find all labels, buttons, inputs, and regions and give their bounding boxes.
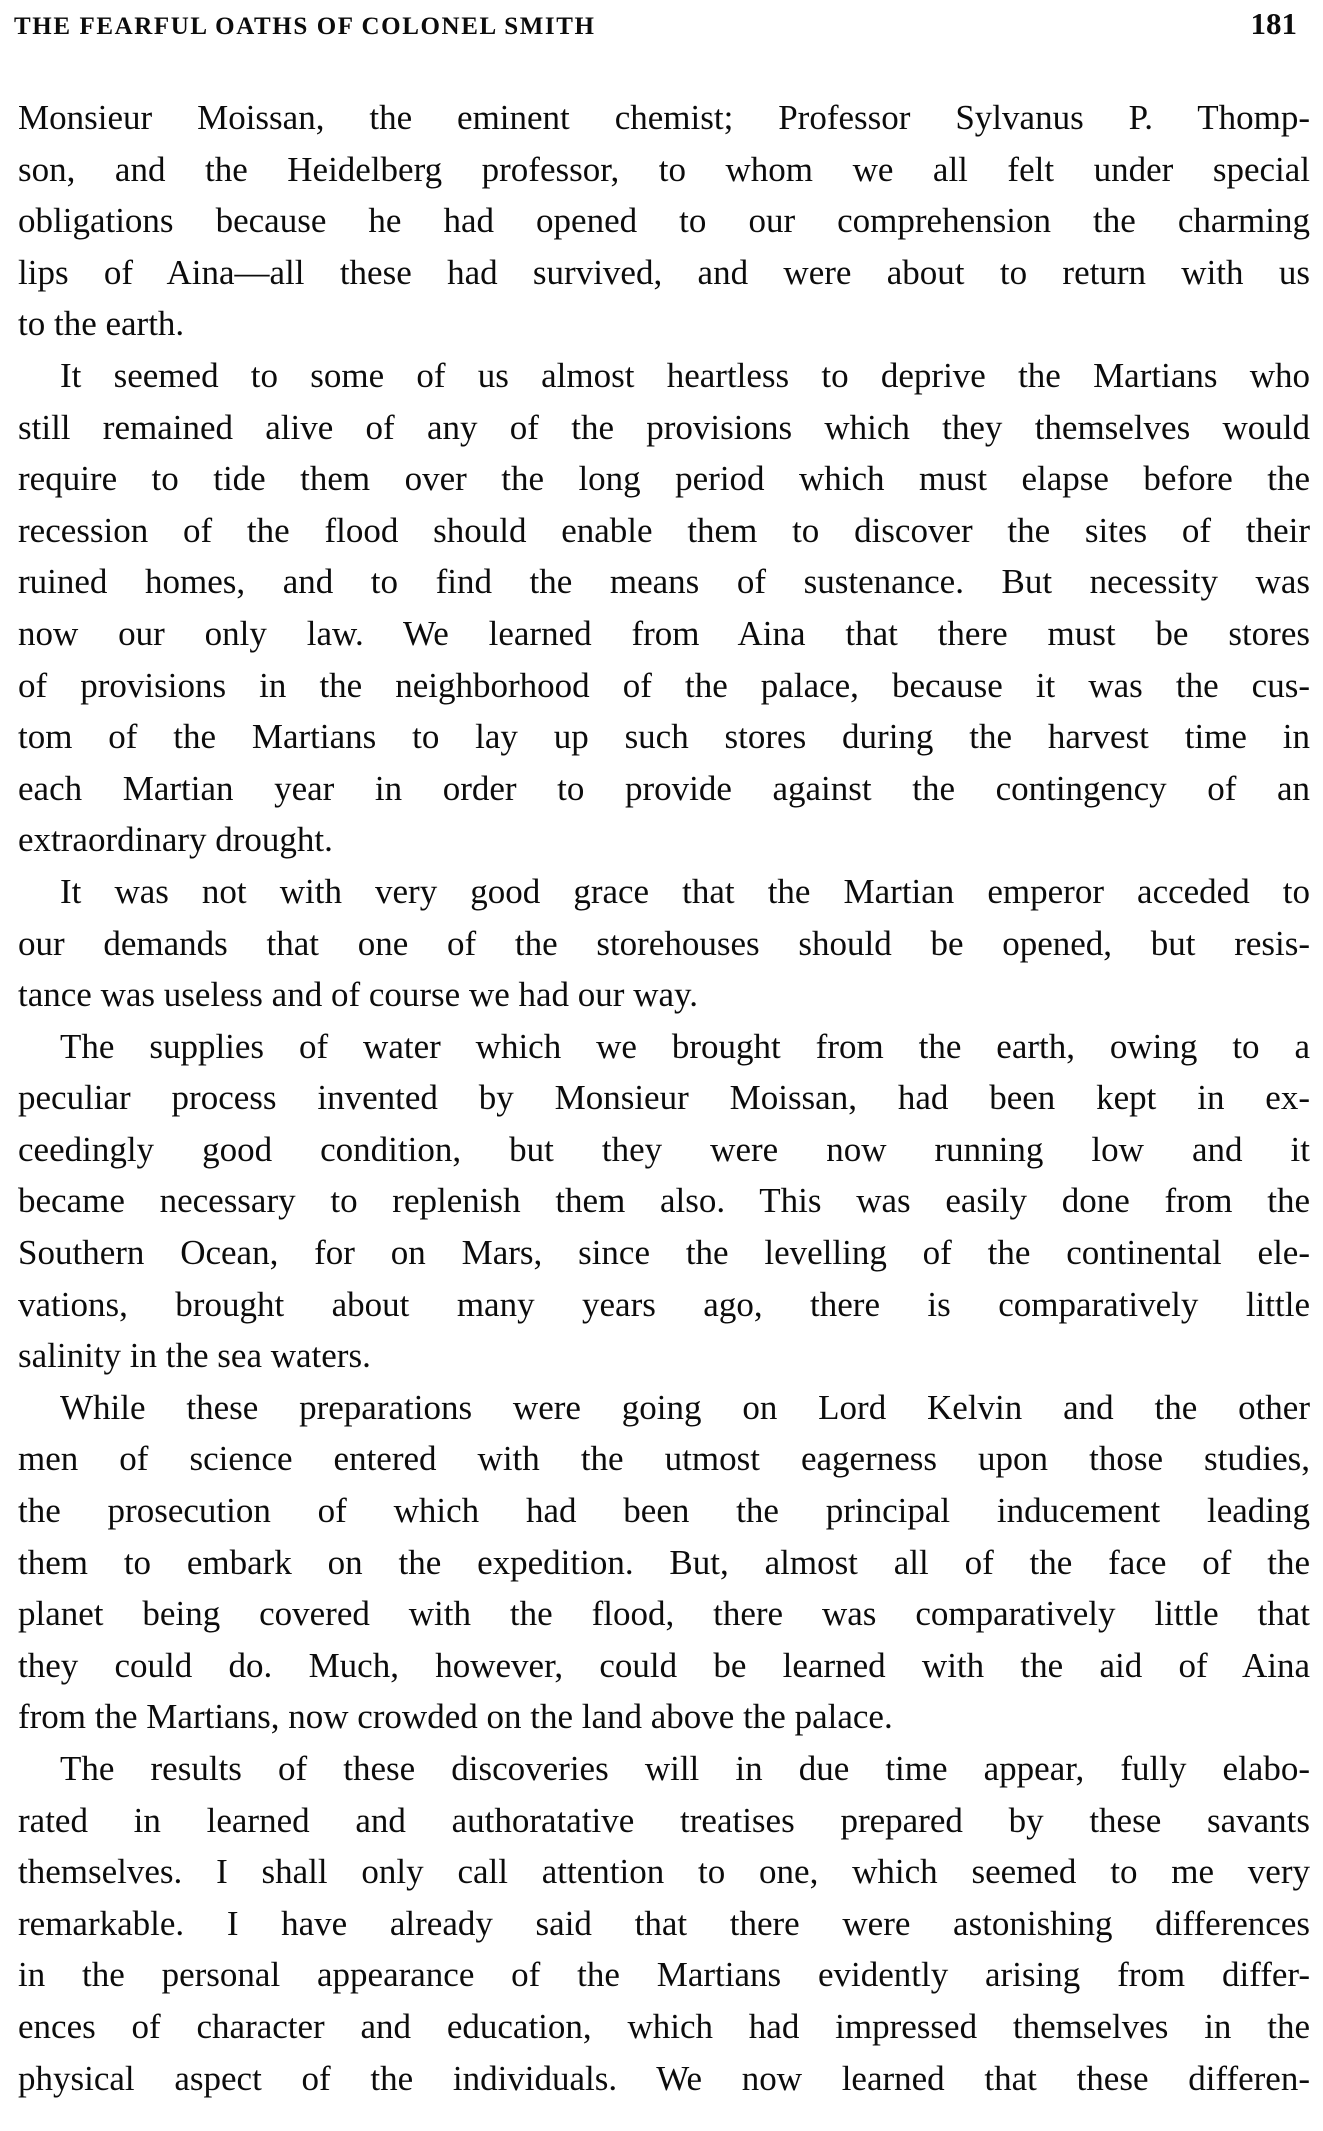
page-header xyxy=(14,6,1297,46)
text-line: tom of the Martians to lay up such stores during the harvest time in xyxy=(18,717,1310,757)
text-line: ruined homes, and to find the means of sustenance. But necessity was xyxy=(18,562,1310,602)
text-line: became necessary to replenish them also. This was easily done from the xyxy=(18,1181,1310,1221)
running-title: THE FEARFUL OATHS OF COLONEL SMITH xyxy=(14,13,596,40)
paragraph xyxy=(18,1743,1310,2104)
text-line: they could do. Much, however, could be learned with the aid of Aina xyxy=(18,1645,1310,1685)
text-line: require to tide them over the long period which must elapse before the xyxy=(18,459,1310,499)
text-line: each Martian year in order to provide against the contingency of an xyxy=(18,768,1310,808)
text-line: from the Martians, now crowded on the land above the palace. xyxy=(18,1697,893,1737)
text-line: physical aspect of the individuals. We now learned that these differen- xyxy=(18,2058,1310,2098)
text-line: extraordinary drought. xyxy=(18,820,333,860)
text-line: The results of these discoveries will in due time appear, fully elabo- xyxy=(60,1749,1310,1788)
text-line: ences of character and education, which had impressed themselves in the xyxy=(18,2006,1310,2046)
paragraph xyxy=(18,1382,1310,1743)
text-line: remarkable. I have already said that there were astonishing differences xyxy=(18,1903,1310,1943)
text-line: themselves. I shall only call attention to one, which seemed to me very xyxy=(18,1852,1310,1892)
text-line: our demands that one of the storehouses should be opened, but resis- xyxy=(18,923,1310,963)
text-line: It was not with very good grace that the Martian emperor acceded to xyxy=(60,871,1310,911)
text-line: in the personal appearance of the Martians evidently arising from differ- xyxy=(18,1955,1310,1995)
text-line: the prosecution of which had been the principal inducement leading xyxy=(18,1491,1310,1531)
text-line: ceedingly good condition, but they were now running low and it xyxy=(18,1129,1310,1169)
text-line: vations, brought about many years ago, there is comparatively little xyxy=(18,1284,1310,1324)
paragraph xyxy=(18,92,1310,350)
text-line: rated in learned and authoratative treatises prepared by these savants xyxy=(18,1800,1310,1840)
text-line: planet being covered with the flood, there was comparatively little that xyxy=(18,1594,1310,1634)
text-line: Southern Ocean, for on Mars, since the levelling of the continental ele- xyxy=(18,1233,1310,1273)
text-line: The supplies of water which we brought from the earth, owing to a xyxy=(60,1026,1310,1066)
text-line: of provisions in the neighborhood of the palace, because it was the cus- xyxy=(18,665,1310,705)
paragraph xyxy=(18,866,1310,1021)
text-line: to the earth. xyxy=(18,304,185,344)
text-line: It seemed to some of us almost heartless to deprive the Martians who xyxy=(60,355,1310,395)
text-line: obligations because he had opened to our comprehension the charming xyxy=(18,201,1310,241)
text-line: lips of Aina—all these had survived, and were about to return with us xyxy=(18,252,1310,292)
paragraph xyxy=(18,350,1310,866)
paragraph xyxy=(18,1021,1310,1382)
text-line: salinity in the sea waters. xyxy=(18,1336,371,1376)
page-body xyxy=(18,92,1310,2104)
text-line: tance was useless and of course we had our way. xyxy=(18,975,698,1015)
text-line: Monsieur Moissan, the eminent chemist; Professor Sylvanus P. Thomp- xyxy=(18,98,1310,137)
text-line: men of science entered with the utmost eagerness upon those studies, xyxy=(18,1439,1310,1479)
text-line: While these preparations were going on Lord Kelvin and the other xyxy=(60,1387,1310,1427)
page-number: 181 xyxy=(1250,6,1297,41)
text-line: recession of the flood should enable them to discover the sites of their xyxy=(18,510,1310,550)
text-line: peculiar process invented by Monsieur Moissan, had been kept in ex- xyxy=(18,1078,1310,1118)
text-line: son, and the Heidelberg professor, to whom we all felt under special xyxy=(18,149,1310,189)
text-line: still remained alive of any of the provisions which they themselves would xyxy=(18,407,1310,447)
text-line: them to embark on the expedition. But, almost all of the face of the xyxy=(18,1542,1310,1582)
text-line: now our only law. We learned from Aina that there must be stores xyxy=(18,613,1310,653)
